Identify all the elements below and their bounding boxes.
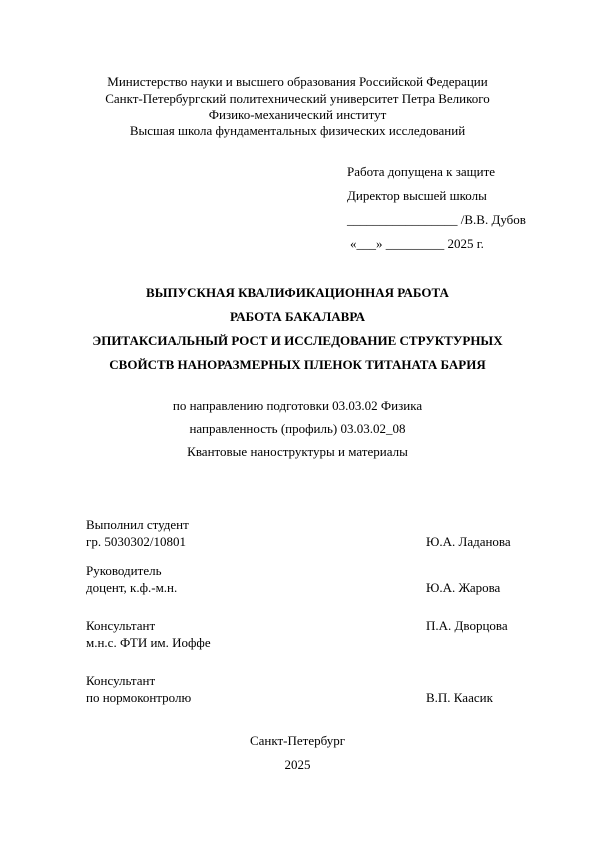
ministry-line: Министерство науки и высшего образования Российской Федерации bbox=[107, 74, 488, 89]
student-role: Выполнил студент bbox=[86, 517, 189, 532]
normcontrol-role: Консультант bbox=[86, 673, 156, 688]
degree-title: РАБОТА БАКАЛАВРА bbox=[230, 309, 365, 324]
consultant-title: м.н.с. ФТИ им. Иоффе bbox=[86, 635, 211, 650]
supervisor-name: Ю.А. Жарова bbox=[426, 580, 501, 595]
normcontrol-name: В.П. Каасик bbox=[426, 690, 493, 705]
year: 2025 bbox=[284, 757, 311, 772]
institute-line: Физико-механический институт bbox=[208, 107, 387, 122]
approval-admitted: Работа допущена к защите bbox=[347, 164, 496, 179]
profile-line: направленность (профиль) 03.03.02_08 bbox=[189, 421, 406, 436]
approval-date-line: «___» _________ 2025 г. bbox=[350, 236, 484, 251]
supervisor-title: доцент, к.ф.-м.н. bbox=[86, 580, 178, 595]
work-type-title: ВЫПУСКНАЯ КВАЛИФИКАЦИОННАЯ РАБОТА bbox=[146, 285, 449, 300]
school-line: Высшая школа фундаментальных физических исследований bbox=[129, 123, 466, 138]
city: Санкт-Петербург bbox=[249, 733, 346, 748]
student-group: гр. 5030302/10801 bbox=[86, 534, 186, 549]
university-line: Санкт-Петербургский политехнический университет Петра Великого bbox=[105, 91, 490, 106]
student-name: Ю.А. Ладанова bbox=[426, 534, 511, 549]
approval-director: Директор высшей школы bbox=[347, 188, 487, 203]
consultant-role: Консультант bbox=[86, 618, 156, 633]
direction-line: по направлению подготовки 03.03.02 Физика bbox=[172, 398, 423, 413]
thesis-title-line1: ЭПИТАКСИАЛЬНЫЙ РОСТ И ИССЛЕДОВАНИЕ СТРУКТУРНЫХ bbox=[92, 333, 503, 348]
consultant-name: П.А. Дворцова bbox=[426, 618, 508, 633]
normcontrol-title: по нормоконтролю bbox=[86, 690, 192, 705]
approval-signature-line: _________________ /В.В. Дубов bbox=[347, 212, 526, 227]
thesis-title-line2: СВОЙСТВ НАНОРАЗМЕРНЫХ ПЛЕНОК ТИТАНАТА БАРИЯ bbox=[109, 357, 486, 372]
supervisor-role: Руководитель bbox=[86, 563, 162, 578]
profile-name-line: Квантовые наноструктуры и материалы bbox=[187, 444, 408, 459]
